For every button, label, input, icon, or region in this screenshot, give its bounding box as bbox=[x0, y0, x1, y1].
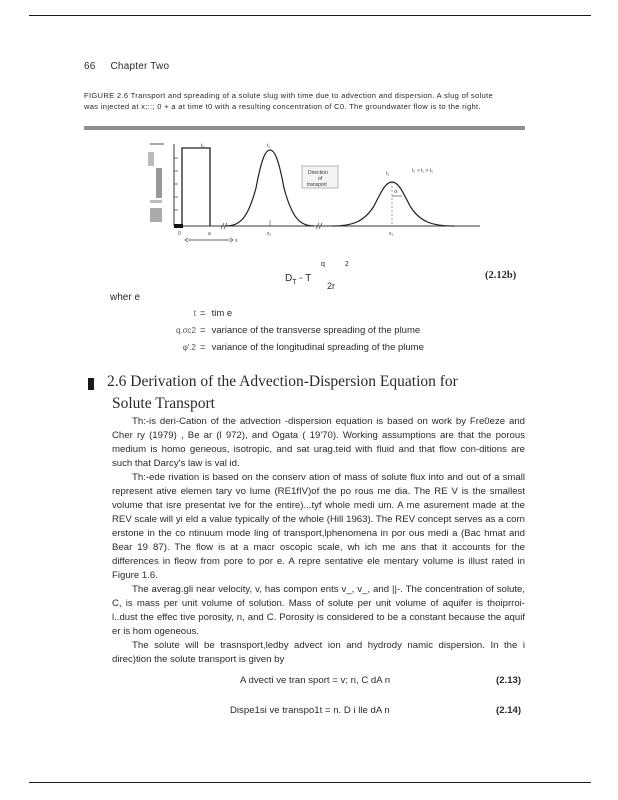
section-title-line1: Derivation of the Advection-Dispersion Equation for bbox=[130, 373, 458, 390]
top-rule bbox=[29, 15, 591, 16]
initial-slug bbox=[182, 148, 210, 226]
direction-line3: transport bbox=[307, 182, 327, 188]
eq-rhs: - T bbox=[299, 273, 312, 284]
label-time-order: t₂ > t₁ > t₀ bbox=[412, 168, 434, 174]
pulse-t1 bbox=[226, 150, 314, 226]
where-label: wher e bbox=[110, 292, 141, 303]
equation-number-2-13: (2.13) bbox=[496, 675, 522, 686]
label-t2: t₂ bbox=[386, 171, 390, 177]
def-symbol: t bbox=[193, 309, 196, 318]
caption-divider bbox=[84, 126, 525, 130]
page-number: 66 bbox=[84, 61, 96, 72]
label-t1: t₁ bbox=[267, 143, 271, 149]
label-t0: t₀ bbox=[201, 143, 205, 149]
y-axis-scribbles bbox=[148, 143, 164, 222]
definition-t: t = tim e bbox=[160, 308, 232, 319]
figure-2-6 bbox=[144, 138, 484, 246]
section-marker bbox=[88, 378, 94, 390]
body-text bbox=[112, 415, 525, 667]
label-x2: x₂ bbox=[389, 231, 394, 237]
label-x1: x₁ bbox=[267, 231, 272, 237]
chapter-title: Chapter Two bbox=[110, 61, 170, 72]
equation-2-12b bbox=[285, 261, 365, 295]
x-arrow-right bbox=[230, 238, 233, 242]
x-arrow-left bbox=[185, 238, 188, 242]
origin-marker bbox=[174, 224, 183, 228]
direction-line1: Direction bbox=[308, 170, 328, 176]
figure-caption: FIGURE 2.6 Transport and spreading of a solute slug with time due to advection and dispersion. A slug of solute was injected at x;::; 0 + a at time t0 with a resulting concentration of C0. The groundwater flow is to the right. bbox=[84, 91, 493, 111]
section-title-line2: Solute Transport bbox=[112, 395, 215, 412]
label-sigma: σₗ bbox=[394, 189, 398, 195]
def-symbol: φ'.2 bbox=[182, 343, 196, 352]
definition-longitudinal-variance: φ'.2 = variance of the longitudinal spreading of the plume bbox=[160, 342, 424, 353]
def-text: tim e bbox=[211, 308, 233, 319]
label-xa: a bbox=[208, 231, 211, 237]
equation-number-2-12b: (2.12b) bbox=[485, 270, 517, 281]
def-symbol: q.σc2 bbox=[175, 326, 196, 335]
label-x0: 0 bbox=[178, 231, 181, 237]
paragraph: Th:-ede rivation is based on the conserv ation of mass of solute flux into and out of a small represent ative elemen tary vo lume (RE1fIV)of the po rous me dia. The RE V is the smallest volume that isre presentat ive for the entire)...tyf whole medi um. A me asurement made at the REV scale will yi eld a value typically of the whole (Hill 1963). The REV concept serves as a corn erstone in the co ntinuum mode ling of transport,lphenomena in por ous medi a (Bac hmat and Bear 19 87). The flow is at a macr oscopic scale, wh ich me ans that it accounts for the differences in fleow from pore to por e. A repre sentative ele mentary volume is illust rated in Figure 1.6. bbox=[112, 472, 525, 581]
section-number: 2.6 bbox=[107, 373, 127, 390]
def-text: variance of the longitudinal spreading of the plume bbox=[211, 342, 424, 353]
label-x-arrow: x bbox=[235, 238, 238, 244]
eq-lhs: $D_T$ - T bbox=[285, 273, 312, 286]
paragraph: The solute will be trasnsport,ledby advect ion and hydrody namic dispersion. In the i direc)tion the solute transport is given by bbox=[112, 640, 525, 665]
equation-2-13: A dvecti ve tran sport = v; n, C dA n bbox=[240, 675, 391, 686]
eq-denominator: 2r bbox=[327, 281, 336, 291]
def-text: variance of the transverse spreading of the plume bbox=[211, 325, 421, 336]
paragraph: Th:-is deri-Cation of the advection -dispersion equation is based on work by Fre0eze and Cher ry (1979) , Be ar (l 972), and Ogata ( 19'70). Working assumptions are that the porous medium is homo geneous, isotropic, and sat urag.teid with fluid and that flow con-ditions are such that Darcy's law is val id. bbox=[112, 416, 525, 469]
bottom-rule bbox=[29, 782, 591, 783]
equation-2-14: Dispe1si ve transpo1t = n. D i lle dA n bbox=[230, 705, 390, 716]
paragraph: The averag.gli near velocity, v, has compon ents v_, v_, and ||-. The concentration of solute, C, is mass per unit volume of solution. Mass of solute per unit volume of aquifer is thoiprroi-l..dust the effec tive porosity, n, and C. Porosity is considered to be a constant because the aquif er is hom ogeneous. bbox=[112, 584, 525, 637]
pulse-t2 bbox=[332, 182, 454, 226]
eq-numerator: q 2 bbox=[321, 261, 358, 268]
y-ticks bbox=[174, 158, 178, 210]
definition-transverse-variance: q.σc2 = variance of the transverse spreading of the plume bbox=[160, 325, 420, 336]
section-heading bbox=[107, 371, 527, 415]
direction-line2: of bbox=[318, 176, 323, 182]
equation-number-2-14: (2.14) bbox=[496, 705, 522, 716]
running-head bbox=[84, 61, 169, 72]
